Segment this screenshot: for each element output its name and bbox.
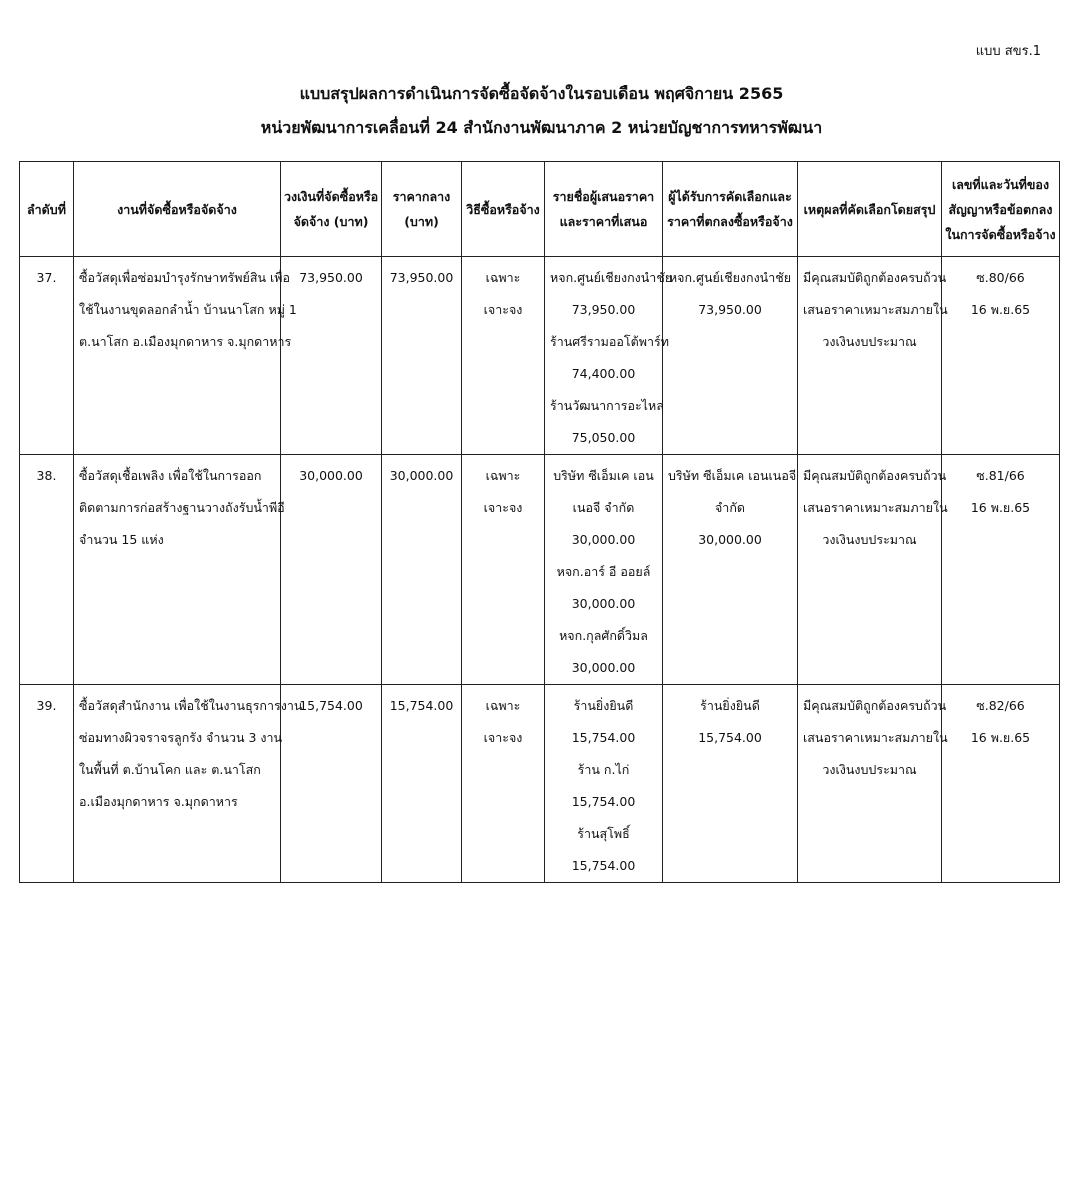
bidder-line: หจก.อาร์ อี ออยล์ <box>556 564 651 579</box>
header-budget <box>281 162 382 257</box>
bidder-line: 30,000.00 <box>571 660 636 675</box>
cell-bidders <box>545 685 663 883</box>
bidder-line: 15,754.00 <box>571 794 636 809</box>
bidder-line: 30,000.00 <box>571 532 636 547</box>
reason-line: เสนอราคาเหมาะสมภายใน <box>803 500 948 515</box>
header-budget-line: จัดจ้าง (บาท) <box>293 214 369 229</box>
contract-line: ซ.80/66 <box>976 270 1025 285</box>
work-line: ต.นาโสก อ.เมืองมุกดาหาร จ.มุกดาหาร <box>79 334 292 349</box>
bidder-line: ร้านสุโพธิ์ <box>577 826 630 841</box>
cell-selected <box>663 455 798 685</box>
cell-median: 30,000.00 <box>382 455 462 685</box>
selected-line: หจก.ศูนย์เชียงกงนำชัย <box>668 270 792 285</box>
selected-line: จำกัด <box>714 500 746 515</box>
cell-reason <box>798 257 948 455</box>
bidder-line: 73,950.00 <box>571 302 636 317</box>
header-contract-line: ในการจัดซื้อหรือจ้าง <box>945 226 1056 242</box>
header-bidders-line: และราคาที่เสนอ <box>559 214 648 229</box>
reason-line: วงเงินงบประมาณ <box>822 532 917 547</box>
work-line: ซ่อมทางผิวจราจรลูกรัง จำนวน 3 งาน <box>79 730 283 745</box>
cell-seq: 38. <box>20 455 74 685</box>
header-seq: ลำดับที่ <box>20 162 74 257</box>
header-contract <box>942 162 1060 257</box>
bidder-line: ร้านศรีรามออโต้พาร์ท <box>550 334 669 349</box>
table-row <box>20 455 1060 685</box>
contract-line: 16 พ.ย.65 <box>970 500 1031 515</box>
cell-bidders <box>545 257 673 455</box>
cell-contract <box>942 685 1060 883</box>
reason-line: มีคุณสมบัติถูกต้องครบถ้วน <box>803 468 947 483</box>
table-header-row <box>20 162 1060 257</box>
contract-line: ซ.81/66 <box>976 468 1025 483</box>
cell-reason <box>798 685 948 883</box>
table-row <box>20 685 1060 883</box>
cell-budget: 73,950.00 <box>281 257 382 455</box>
header-selected-line: ผู้ได้รับการคัดเลือกและ <box>668 189 792 204</box>
cell-seq: 37. <box>20 257 74 455</box>
header-selected <box>663 162 798 257</box>
cell-bidders <box>545 455 663 685</box>
header-method: วิธีซื้อหรือจ้าง <box>462 162 545 257</box>
bidder-line: 15,754.00 <box>571 858 636 873</box>
reason-line: วงเงินงบประมาณ <box>822 334 917 349</box>
cell-selected <box>663 257 798 455</box>
cell-median: 73,950.00 <box>382 257 462 455</box>
bidder-line: 15,754.00 <box>571 730 636 745</box>
contract-line: 16 พ.ย.65 <box>970 730 1031 745</box>
cell-work <box>74 685 303 883</box>
cell-method: เฉพาะเจาะจง <box>462 685 545 883</box>
bidder-line: เนอจี จำกัด <box>572 500 635 515</box>
bidder-line: บริษัท ซีเอ็มเค เอน <box>553 468 654 483</box>
cell-seq: 39. <box>20 685 74 883</box>
reason-line: มีคุณสมบัติถูกต้องครบถ้วน <box>803 698 947 713</box>
form-code: แบบ สขร.1 <box>975 44 1041 59</box>
bidder-line: ร้านยิ่งยินดี <box>573 698 634 713</box>
cell-method: เฉพาะเจาะจง <box>462 455 545 685</box>
selected-line: 30,000.00 <box>698 532 762 547</box>
work-line: ใช้ในงานขุดลอกลำน้ำ บ้านนาโสก หมู่ 1 <box>79 302 297 317</box>
cell-selected <box>663 685 798 883</box>
document-title: แบบสรุปผลการดำเนินการจัดซื้อจัดจ้างในรอบเดือน พฤศจิกายน 2565 <box>299 84 784 103</box>
cell-work <box>74 257 297 455</box>
selected-line: บริษัท ซีเอ็มเค เอนเนอจี <box>668 468 797 483</box>
selected-line: ร้านยิ่งยินดี <box>700 698 760 713</box>
bidder-line: หจก.กุลศักดิ์วิมล <box>559 628 648 643</box>
bidder-line: 75,050.00 <box>571 430 636 445</box>
contract-line: ซ.82/66 <box>976 698 1025 713</box>
document-subtitle: หน่วยพัฒนาการเคลื่อนที่ 24 สำนักงานพัฒนาภาค 2 หน่วยบัญชาการทหารพัฒนา <box>260 118 823 137</box>
work-line: ในพื้นที่ ต.บ้านโคก และ ต.นาโสก <box>79 762 261 777</box>
bidder-line: ร้าน ก.ไก่ <box>577 762 630 777</box>
header-median-line: (บาท) <box>404 214 439 229</box>
cell-reason <box>798 455 948 685</box>
header-median-line: ราคากลาง <box>392 189 451 204</box>
header-selected-line: ราคาที่ตกลงซื้อหรือจ้าง <box>667 214 793 229</box>
bidder-line: ร้านวัฒนาการอะไหล่ <box>550 398 664 413</box>
header-budget-line: วงเงินที่จัดซื้อหรือ <box>284 189 379 204</box>
cell-budget: 30,000.00 <box>281 455 382 685</box>
reason-line: เสนอราคาเหมาะสมภายใน <box>803 730 948 745</box>
reason-line: เสนอราคาเหมาะสมภายใน <box>803 302 948 317</box>
header-work: งานที่จัดซื้อหรือจัดจ้าง <box>74 162 281 257</box>
contract-line: 16 พ.ย.65 <box>970 302 1031 317</box>
cell-contract <box>942 455 1060 685</box>
bidder-line: หจก.ศูนย์เชียงกงนำชัย <box>550 270 673 285</box>
header-contract-line: เลขที่และวันที่ของ <box>951 176 1050 192</box>
header-contract-line: สัญญาหรือข้อตกลง <box>948 201 1053 217</box>
work-line: ซื้อวัสดุเชื้อเพลิง เพื่อใช้ในการออก <box>79 468 262 483</box>
cell-work <box>74 455 285 685</box>
reason-line: วงเงินงบประมาณ <box>822 762 917 777</box>
header-reason: เหตุผลที่คัดเลือกโดยสรุป <box>798 162 942 257</box>
cell-method: เฉพาะเจาะจง <box>462 257 545 455</box>
bidder-line: 30,000.00 <box>571 596 636 611</box>
work-line: อ.เมืองมุกดาหาร จ.มุกดาหาร <box>79 794 238 809</box>
header-bidders <box>545 162 663 257</box>
header-bidders-line: รายชื่อผู้เสนอราคา <box>552 189 655 204</box>
work-line: ซื้อวัสดุเพื่อซ่อมบำรุงรักษาทรัพย์สิน เพื่อ <box>79 270 291 285</box>
work-line: ซื้อวัสดุสำนักงาน เพื่อใช้ในงานธุรการงาน <box>79 698 303 713</box>
bidder-line: 74,400.00 <box>571 366 636 381</box>
selected-line: 15,754.00 <box>698 730 762 745</box>
work-line: ติดตามการก่อสร้างฐานวางถังรับน้ำพีอี <box>79 500 285 515</box>
selected-line: 73,950.00 <box>698 302 762 317</box>
cell-budget: 15,754.00 <box>281 685 382 883</box>
table-row <box>20 257 1060 455</box>
cell-contract <box>942 257 1060 455</box>
work-line: จำนวน 15 แห่ง <box>79 532 164 547</box>
header-median <box>382 162 462 257</box>
cell-median: 15,754.00 <box>382 685 462 883</box>
reason-line: มีคุณสมบัติถูกต้องครบถ้วน <box>803 270 947 285</box>
procurement-table <box>19 161 1060 883</box>
